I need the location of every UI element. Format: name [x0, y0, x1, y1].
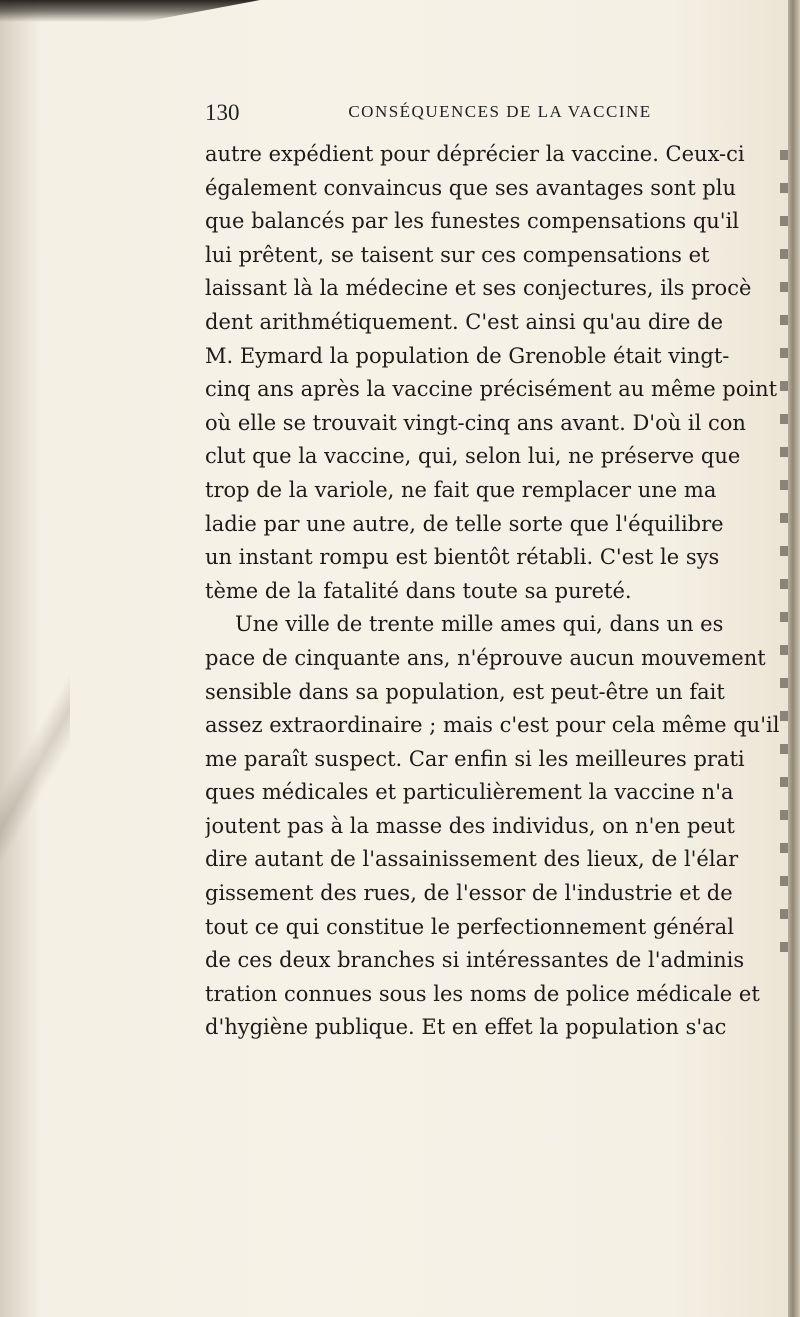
page-edge	[788, 0, 800, 1317]
text-line: un instant rompu est bientôt rétabli. C'est le sys	[205, 545, 720, 570]
text-line: ladie par une autre, de telle sorte que l'équilibre	[205, 511, 724, 536]
text-line: M. Eymard la population de Grenoble était vingt-	[205, 343, 730, 368]
text-line: d'hygiène publique. Et en effet la population s'ac	[205, 1015, 727, 1040]
paragraph-2	[205, 608, 780, 1045]
text-line: que balancés par les funestes compensations qu'il	[205, 209, 740, 234]
text-line: autre expédient pour déprécier la vaccine. Ceux-ci	[205, 142, 745, 166]
text-line: trop de la variole, ne fait que remplacer une ma	[205, 477, 717, 502]
text-line: joutent pas à la masse des individus, on n'en peut	[205, 813, 735, 838]
text-line: dent arithmétiquement. C'est ainsi qu'au dire de	[205, 309, 724, 334]
corner-shadow	[0, 0, 260, 22]
text-line: assez extraordinaire ; mais c'est pour cela même qu'il	[205, 713, 780, 738]
adjacent-page-bleed	[780, 150, 788, 970]
text-line: également convaincus que ses avantages sont plu	[205, 175, 736, 200]
text-line: laissant là la médecine et ses conjectures, ils procè	[205, 276, 752, 301]
text-line: cinq ans après la vaccine précisément au même point	[205, 377, 778, 402]
text-line: où elle se trouvait vingt-cinq ans avant. D'où il con	[205, 410, 746, 435]
running-head: CONSÉQUENCES DE LA VACCINE	[348, 102, 652, 121]
page-smudge	[0, 470, 70, 1070]
page-header	[205, 100, 780, 130]
text-line: de ces deux branches si intéressantes de l'adminis	[205, 948, 745, 973]
text-line: pace de cinquante ans, n'éprouve aucun mouvement	[205, 645, 766, 670]
text-line: tème de la fatalité dans toute sa pureté.	[205, 578, 632, 603]
text-line: ques médicales et particulièrement la vaccine n'a	[205, 780, 734, 805]
text-line: clut que la vaccine, qui, selon lui, ne préserve que	[205, 444, 741, 469]
body-text	[205, 138, 780, 1045]
paragraph-1	[205, 138, 780, 608]
text-line: gissement des rues, de l'essor de l'industrie et de	[205, 881, 733, 906]
text-line: sensible dans sa population, est peut-être un fait	[205, 679, 725, 704]
page-number: 130	[205, 100, 240, 125]
text-line: tration connues sous les noms de police médicale et	[205, 981, 760, 1006]
text-line: tout ce qui constitue le perfectionnement général	[205, 914, 734, 939]
text-line: dire autant de l'assainissement des lieux, de l'élar	[205, 847, 739, 872]
text-line: lui prêtent, se taisent sur ces compensations et	[205, 242, 710, 267]
text-line: me paraît suspect. Car enfin si les meilleures prati	[205, 746, 745, 771]
text-line: Une ville de trente mille ames qui, dans un es	[235, 612, 724, 637]
